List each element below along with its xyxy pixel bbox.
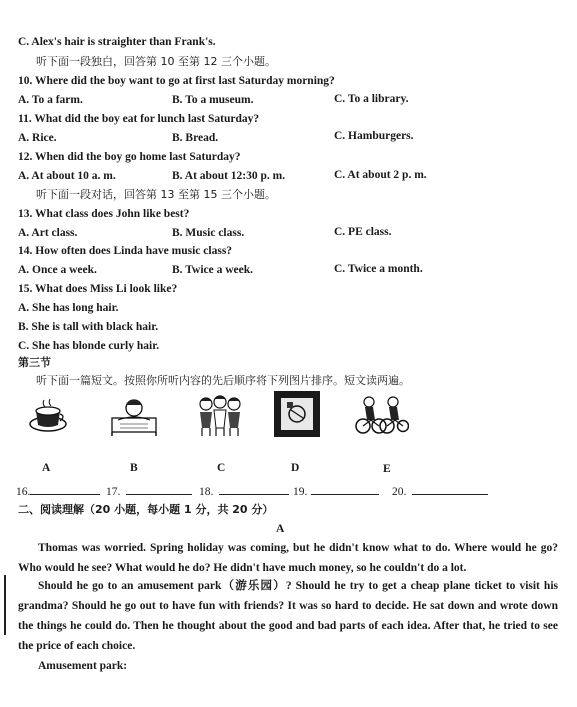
q13-option-c: C. PE class. xyxy=(334,226,392,238)
blank-number-19: 19. xyxy=(293,486,308,498)
q13-option-b: B. Music class. xyxy=(172,227,245,239)
section-instruction-13-15: 听下面一段对话，回答第 13 至第 15 三个小题。 xyxy=(36,188,276,201)
question-15: 15. What does Miss Li look like? xyxy=(18,283,178,295)
picture-e-bikes-image xyxy=(355,394,409,436)
q15-option-c: C. She has blonde curly hair. xyxy=(18,340,160,352)
q11-option-c: C. Hamburgers. xyxy=(334,130,414,142)
q12-option-c: C. At about 2 p. m. xyxy=(334,169,427,181)
question-12: 12. When did the boy go home last Saturday? xyxy=(18,151,241,163)
q10-option-c: C. To a library. xyxy=(334,93,409,105)
passage-paragraph-2: Should he go to an amusement park（游乐园）? Should he try to get a cheap plane ticket to visit his grandma? Should he go out to have fun with friends? It was so hard to decide. He sat down and wrote down the things he could do. Then he thought about the good and bad parts of each idea. After that, he tried to see the price of each choice. xyxy=(18,580,558,652)
q11-option-b: B. Bread. xyxy=(172,132,219,144)
picture-label-b: B xyxy=(130,462,138,474)
q11-option-a: A. Rice. xyxy=(18,132,57,144)
q12-option-a: A. At about 10 a. m. xyxy=(18,170,116,182)
picture-label-e: E xyxy=(383,463,391,475)
blank-line-17[interactable] xyxy=(126,484,192,495)
blank-number-16: 16. xyxy=(16,486,31,498)
part2-title: 二、阅读理解（20 小题，每小题 1 分，共 20 分） xyxy=(18,503,274,516)
passage-paragraph-1: Thomas was worried. Spring holiday was coming, but he didn't know what to do. Where would he go? Who would he see? What would he do? He didn't have much money, so he couldn't do a lot. xyxy=(18,542,558,574)
blank-number-20: 20. xyxy=(392,486,407,498)
question-14: 14. How often does Linda have music class? xyxy=(18,245,233,257)
answer-blank-17[interactable] xyxy=(106,484,192,499)
answer-blank-18[interactable] xyxy=(199,484,289,499)
section-instruction-10-12: 听下面一段独白，回答第 10 至第 12 三个小题。 xyxy=(36,55,276,68)
q14-option-b: B. Twice a week. xyxy=(172,264,254,276)
answer-blank-16[interactable] xyxy=(16,484,100,499)
blank-line-18[interactable] xyxy=(219,484,289,495)
blank-line-16[interactable] xyxy=(30,484,100,495)
picture-label-c: C xyxy=(217,462,226,474)
q13-option-a: A. Art class. xyxy=(18,227,78,239)
question-13: 13. What class does John like best? xyxy=(18,208,190,220)
picture-b-bed-image xyxy=(108,394,160,438)
q14-option-c: C. Twice a month. xyxy=(334,263,423,275)
section3-title: 第三节 xyxy=(18,356,51,369)
q12-option-b: B. At about 12:30 p. m. xyxy=(172,170,286,182)
q10-option-b: B. To a museum. xyxy=(172,94,254,106)
section3-instruction: 听下面一篇短文。按照你所听内容的先后顺序将下列图片排序。短文读两遍。 xyxy=(36,374,410,387)
q14-option-a: A. Once a week. xyxy=(18,264,97,276)
passage-letter: A xyxy=(276,523,285,535)
picture-label-d: D xyxy=(291,462,300,474)
question-11: 11. What did the boy eat for lunch last Saturday? xyxy=(18,113,260,125)
picture-a-cup-image xyxy=(28,395,68,435)
blank-number-18: 18. xyxy=(199,486,214,498)
question-10: 10. Where did the boy want to go at first last Saturday morning? xyxy=(18,75,335,87)
picture-label-a: A xyxy=(42,462,51,474)
blank-number-17: 17. xyxy=(106,486,121,498)
q15-option-a: A. She has long hair. xyxy=(18,302,119,314)
margin-mark xyxy=(4,575,6,635)
picture-d-frame-image xyxy=(273,390,321,438)
picture-c-friends-image xyxy=(194,392,244,438)
answer-blank-20[interactable] xyxy=(392,484,488,499)
blank-line-19[interactable] xyxy=(311,484,379,495)
blank-line-20[interactable] xyxy=(412,484,488,495)
answer-blank-19[interactable] xyxy=(293,484,379,499)
q15-option-b: B. She is tall with black hair. xyxy=(18,321,159,333)
q10-option-a: A. To a farm. xyxy=(18,94,83,106)
amusement-park-label: Amusement park: xyxy=(38,660,128,672)
option-c-alex: C. Alex's hair is straighter than Frank's. xyxy=(18,36,216,48)
